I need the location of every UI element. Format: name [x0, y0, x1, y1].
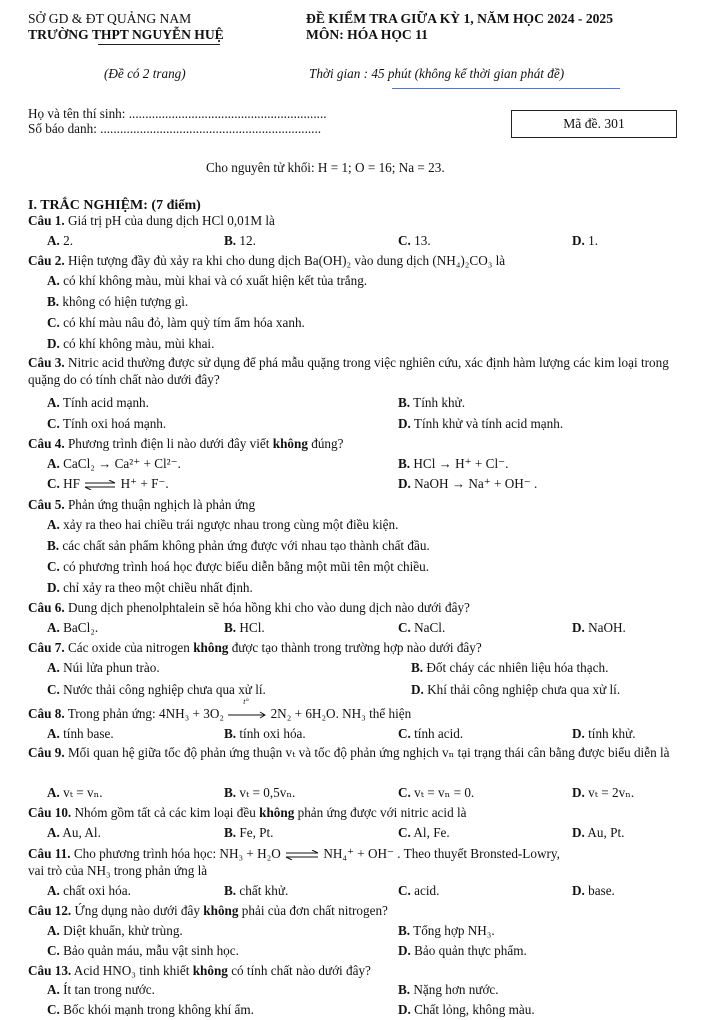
- q5-option-c[interactable]: C. có phương trình hoá học được biểu diễn bằng một mũi tên một chiều.: [47, 559, 430, 574]
- question-12: Câu 12. Ứng dụng nào dưới đây không phải của đơn chất nitrogen?: [28, 903, 388, 918]
- question-2: Câu 2. Hiện tượng đầy đủ xảy ra khi cho dung dịch Ba(OH)₂ vào dung dịch (NH₄)₂CO₃ là: [28, 253, 506, 268]
- q3-option-a[interactable]: A. Tính acid mạnh.: [47, 395, 149, 410]
- section-title: I. TRẮC NGHIỆM: (7 điểm): [28, 198, 201, 213]
- q3-option-b[interactable]: B. Tính khử.: [398, 395, 465, 410]
- q7-option-a[interactable]: A. Núi lửa phun trào.: [47, 660, 160, 675]
- question-9: Câu 9. Mối quan hệ giữa tốc độ phản ứng thuận vₜ và tốc độ phản ứng nghịch vₙ tại trạng thái cân bằng được biểu diễn là: [28, 745, 670, 760]
- q8-option-c[interactable]: C. tính acid.: [398, 726, 464, 741]
- q11-option-b[interactable]: B. chất khử.: [224, 883, 289, 898]
- q3-option-c[interactable]: C. Tính oxi hoá mạnh.: [47, 416, 167, 431]
- q13-option-b[interactable]: B. Nặng hơn nước.: [398, 982, 499, 997]
- school-name: TRƯỜNG THPT NGUYỄN HUỆ: [28, 27, 224, 42]
- equilibrium-arrow-icon: [83, 480, 117, 490]
- question-10: Câu 10. Nhóm gồm tất cả các kim loại đều không phản ứng được với nitric acid là: [28, 805, 467, 820]
- department-name: SỞ GD & ĐT QUẢNG NAM: [28, 11, 192, 26]
- q2-option-c[interactable]: C. có khí màu nâu đỏ, làm quỳ tím ẩm hóa xanh.: [47, 315, 305, 330]
- question-5: Câu 5. Phản ứng thuận nghịch là phản ứng: [28, 497, 256, 512]
- time-underline: [392, 88, 620, 89]
- q9-option-b[interactable]: B. vₜ = 0,5vₙ.: [224, 785, 296, 800]
- question-4: Câu 4. Phương trình điện li nào dưới đây viết không đúng?: [28, 436, 344, 451]
- atomic-masses: Cho nguyên tử khối: H = 1; O = 16; Na = 23.: [206, 160, 445, 175]
- q13-option-a[interactable]: A. Ít tan trong nước.: [47, 982, 155, 997]
- q12-option-c[interactable]: C. Bảo quản máu, mẫu vật sinh học.: [47, 943, 239, 958]
- q7-option-c[interactable]: C. Nước thải công nghiệp chưa qua xử lí.: [47, 682, 266, 697]
- question-7: Câu 7. Các oxide của nitrogen không được tạo thành trong trường hợp nào dưới đây?: [28, 640, 482, 655]
- time-note: Thời gian : 45 phút (không kể thời gian phát đề): [309, 66, 565, 81]
- q12-option-b[interactable]: B. Tổng hợp NH₃.: [398, 923, 495, 938]
- q4-option-d[interactable]: D. NaOH → Na⁺ + OH⁻ .: [398, 476, 538, 491]
- school-underline: [98, 44, 220, 45]
- subject-title: MÔN: HÓA HỌC 11: [306, 27, 428, 42]
- question-11: Câu 11. Cho phương trình hóa học: NH₃ + H₂O NH₄⁺ + OH⁻ . Theo thuyết Bronsted-Lowry,: [28, 846, 560, 861]
- exam-code-box: [511, 110, 677, 138]
- q5-option-a[interactable]: A. xảy ra theo hai chiều trái ngược nhau trong cùng một điều kiện.: [47, 517, 399, 532]
- q13-option-d[interactable]: D. Chất lỏng, không màu.: [398, 1002, 535, 1017]
- q8-option-a[interactable]: A. tính base.: [47, 726, 114, 741]
- q5-option-b[interactable]: B. các chất sản phẩm không phản ứng được với nhau tạo thành chất đầu.: [47, 538, 430, 553]
- q10-option-c[interactable]: C. Al, Fe.: [398, 825, 450, 840]
- q2-option-d[interactable]: D. có khí không màu, mùi khai.: [47, 336, 215, 351]
- q12-option-a[interactable]: A. Diệt khuẩn, khử trùng.: [47, 923, 183, 938]
- q6-option-b[interactable]: B. HCl.: [224, 620, 265, 635]
- question-8: Câu 8. Trong phản ứng: 4NH₃ + 3O₂ t° 2N₂ + 6H₂O. NH₃ thể hiện: [28, 706, 680, 723]
- q10-option-b[interactable]: B. Fe, Pt.: [224, 825, 274, 840]
- q13-option-c[interactable]: C. Bốc khói mạnh trong không khí ẩm.: [47, 1002, 254, 1017]
- q3-option-d[interactable]: D. Tính khử và tính acid mạnh.: [398, 416, 564, 431]
- q9-option-a[interactable]: A. vₜ = vₙ.: [47, 785, 103, 800]
- q5-option-d[interactable]: D. chỉ xảy ra theo một chiều nhất định.: [47, 580, 253, 595]
- q11-option-a[interactable]: A. chất oxi hóa.: [47, 883, 131, 898]
- q1-option-d[interactable]: D. 1.: [572, 233, 599, 248]
- q7-option-b[interactable]: B. Đốt cháy các nhiên liệu hóa thạch.: [411, 660, 609, 675]
- q11-option-c[interactable]: C. acid.: [398, 883, 440, 898]
- q7-option-d[interactable]: D. Khí thải công nghiệp chưa qua xử lí.: [411, 682, 621, 697]
- candidate-id-label: Số báo danh: ...................................................................: [28, 121, 322, 136]
- q8-option-d[interactable]: D. tính khử.: [572, 726, 636, 741]
- pages-note: (Đề có 2 trang): [104, 66, 186, 81]
- question-6: Câu 6. Dung dịch phenolphtalein sẽ hóa hồng khi cho vào dung dịch nào dưới đây?: [28, 600, 470, 615]
- q10-option-d[interactable]: D. Au, Pt.: [572, 825, 625, 840]
- q2-option-a[interactable]: A. có khí không màu, mùi khai và có xuất hiện kết tủa trắng.: [47, 273, 368, 288]
- question-3: Câu 3. Nitric acid thường được sử dụng để phá mẫu quặng trong việc nghiên cứu, xác định hàm lượng các kim loại trong quặng do có tính chất nào dưới đây?: [28, 355, 669, 387]
- exam-code: Mã đề. 301: [563, 116, 625, 131]
- candidate-name-label: Họ và tên thí sinh: ............................................................: [28, 106, 327, 121]
- q6-option-c[interactable]: C. NaCl.: [398, 620, 446, 635]
- q4-option-b[interactable]: B. HCl → H⁺ + Cl⁻.: [398, 456, 509, 471]
- q12-option-d[interactable]: D. Bảo quản thực phẩm.: [398, 943, 527, 958]
- q1-option-b[interactable]: B. 12.: [224, 233, 256, 248]
- question-11-line2: vai trò của NH₃ trong phản ứng là: [28, 863, 208, 878]
- q9-option-d[interactable]: D. vₜ = 2vₙ.: [572, 785, 635, 800]
- q6-option-d[interactable]: D. NaOH.: [572, 620, 626, 635]
- q10-option-a[interactable]: A. Au, Al.: [47, 825, 101, 840]
- exam-title: ĐỀ KIỂM TRA GIỮA KỲ 1, NĂM HỌC 2024 - 2025: [306, 11, 614, 26]
- reaction-arrow-icon: t°: [227, 707, 267, 724]
- q4-option-c[interactable]: C. HF H⁺ + F⁻.: [47, 476, 169, 491]
- q9-option-c[interactable]: C. vₜ = vₙ = 0.: [398, 785, 475, 800]
- q11-option-d[interactable]: D. base.: [572, 883, 615, 898]
- q8-option-b[interactable]: B. tính oxi hóa.: [224, 726, 306, 741]
- q1-option-c[interactable]: C. 13.: [398, 233, 431, 248]
- question-1: Câu 1. Giá trị pH của dung dịch HCl 0,01M là: [28, 213, 275, 228]
- q6-option-a[interactable]: A. BaCl₂.: [47, 620, 99, 635]
- q2-option-b[interactable]: B. không có hiện tượng gì.: [47, 294, 189, 309]
- equilibrium-arrow-icon: [284, 850, 320, 860]
- question-13: Câu 13. Acid HNO₃ tinh khiết không có tính chất nào dưới đây?: [28, 963, 371, 978]
- q4-option-a[interactable]: A. CaCl₂ → Ca²⁺ + Cl²⁻.: [47, 456, 181, 471]
- q1-option-a[interactable]: A. 2.: [47, 233, 74, 248]
